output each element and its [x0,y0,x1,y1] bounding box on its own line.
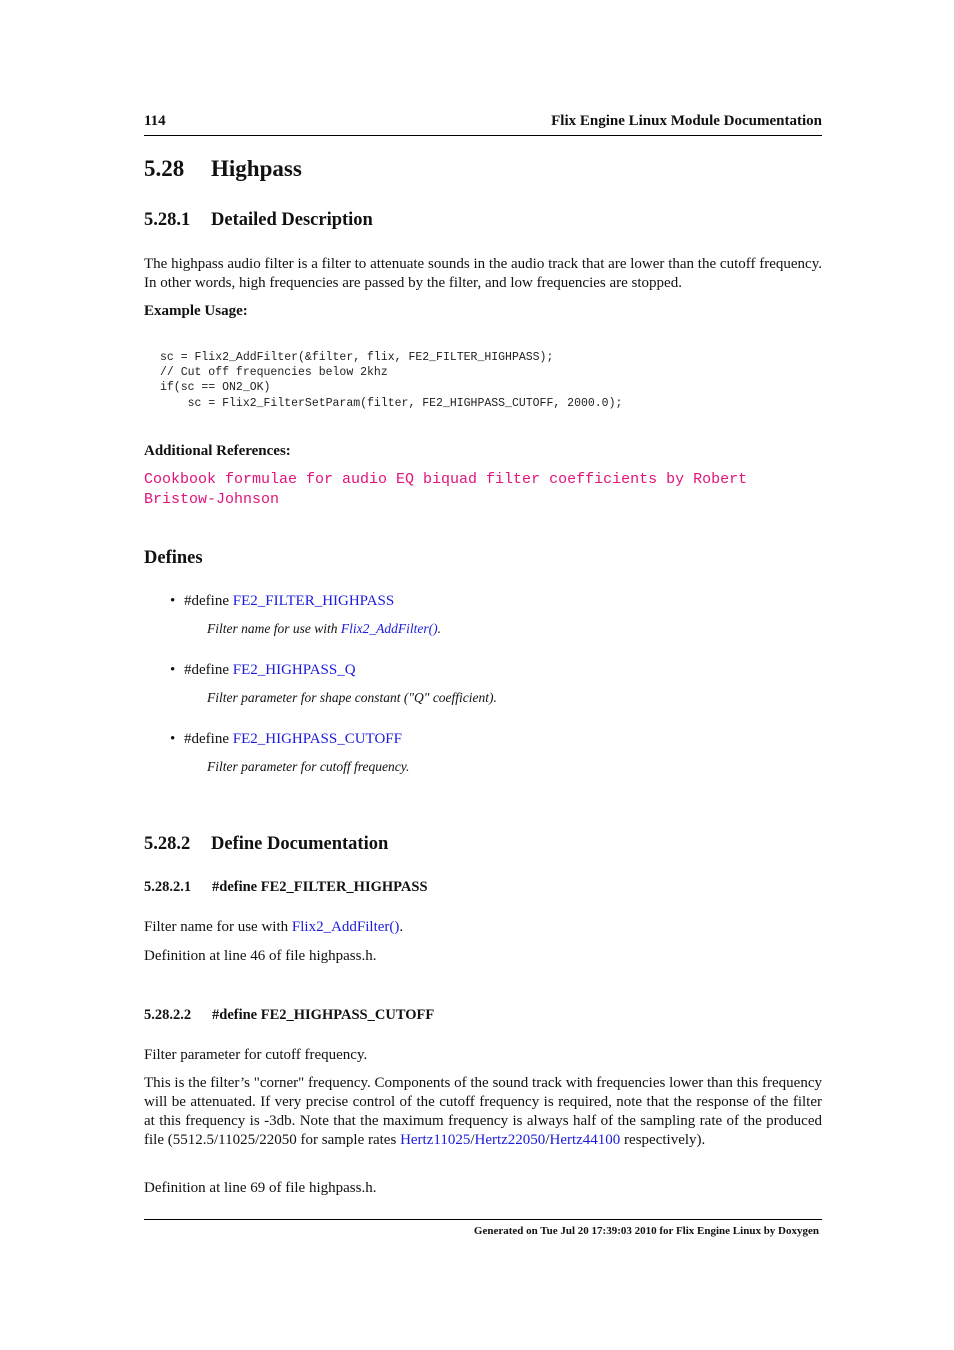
section-heading [144,156,302,182]
addfilter-link[interactable]: Flix2_AddFilter() [291,919,400,935]
bullet-icon: • [170,593,176,609]
define-keyword: #define [184,593,229,609]
header-rule [144,135,822,136]
addfilter-link[interactable]: Flix2_AddFilter() [340,621,438,636]
define-highpass-cutoff-heading [144,1007,434,1024]
highpass-cutoff-intro: Filter parameter for cutoff frequency. [144,1047,368,1063]
code-example: sc = Flix2_AddFilter(&filter, flix, FE2_FILTER_HIGHPASS); // Cut off frequencies below 2khz if(sc == ON2_OK) sc = Flix2_FilterSetParam(filter, FE2_HIGHPASS_CUTOFF, 2000.0); [160,351,623,410]
detailed-description-heading [144,210,373,231]
define-keyword: #define [184,731,229,747]
hertz22050-link[interactable]: Hertz22050 [474,1132,546,1148]
subsubsection-number: 5.28.2.2 [144,1007,192,1023]
description-paragraph: The highpass audio filter is a filter to attenuate sounds in the audio track that are lower than the cutoff frequency. In other words, high frequencies are passed by the filter, and low frequencies are stopped. [144,256,822,291]
define-item-highpass-q [170,662,356,679]
desc-text: Filter name for use with [207,621,341,636]
footer-text: Generated on Tue Jul 20 17:39:03 2010 for Flix Engine Linux by Doxygen [473,1225,819,1237]
subsubsection-title: #define FE2_FILTER_HIGHPASS [212,879,428,895]
hertz11025-link[interactable]: Hertz11025 [400,1132,471,1148]
section-title: Highpass [211,156,302,181]
define-link-highpass-q[interactable]: FE2_HIGHPASS_Q [232,662,356,678]
define-link-filter-highpass[interactable]: FE2_FILTER_HIGHPASS [232,593,395,609]
reference-link[interactable]: Cookbook formulae for audio EQ biquad filter coefficients by Robert Bristow-Johnson [144,471,748,508]
define-documentation-heading [144,834,388,855]
additional-references-label: Additional References: [144,443,291,459]
running-title: Flix Engine Linux Module Documentation [551,113,822,129]
separator: / [545,1132,550,1148]
filter-highpass-text [144,918,822,937]
subsection-number: 5.28.1 [144,210,191,230]
text: Filter name for use with [144,919,292,935]
define-desc-filter-highpass [207,621,441,637]
footer-rule [144,1219,822,1220]
separator: / [470,1132,475,1148]
subsubsection-number: 5.28.2.1 [144,879,192,895]
hertz44100-link[interactable]: Hertz44100 [549,1132,621,1148]
desc-suffix: . [437,621,441,636]
define-filter-highpass-heading [144,879,428,896]
highpass-cutoff-body [144,1074,822,1150]
body-text: This is the filter’s "corner" frequency. Components of the sound track with frequencies lower than this frequency will be attenuated. If very precise control of the cutoff frequency is required, note that the response of the filter at this frequency is -3db. Note that the maximum frequency is always half of the sampling rate of the produced file (5512.5/11025/22050 for sample rates [144,1075,822,1148]
define-item-filter-highpass [170,593,394,610]
bullet-icon: • [170,662,176,678]
subsection-title: Detailed Description [211,210,373,230]
define-keyword: #define [184,662,229,678]
define-item-highpass-cutoff [170,731,402,748]
bullet-icon: • [170,731,176,747]
body-end: respectively). [620,1132,706,1148]
filter-highpass-definition: Definition at line 46 of file highpass.h. [144,948,377,964]
highpass-cutoff-definition: Definition at line 69 of file highpass.h. [144,1180,377,1196]
define-desc-highpass-q: Filter parameter for shape constant ("Q" coefficient). [207,690,497,705]
defines-heading: Defines [144,548,203,568]
subsubsection-title: #define FE2_HIGHPASS_CUTOFF [212,1007,435,1023]
page-number: 114 [144,113,166,129]
section-number: 5.28 [144,156,185,181]
example-usage-label: Example Usage: [144,303,248,319]
define-link-highpass-cutoff[interactable]: FE2_HIGHPASS_CUTOFF [232,731,402,747]
define-desc-highpass-cutoff: Filter parameter for cutoff frequency. [207,759,410,774]
subsection-title: Define Documentation [211,834,389,854]
text-suffix: . [399,919,404,935]
subsection-number: 5.28.2 [144,834,191,854]
